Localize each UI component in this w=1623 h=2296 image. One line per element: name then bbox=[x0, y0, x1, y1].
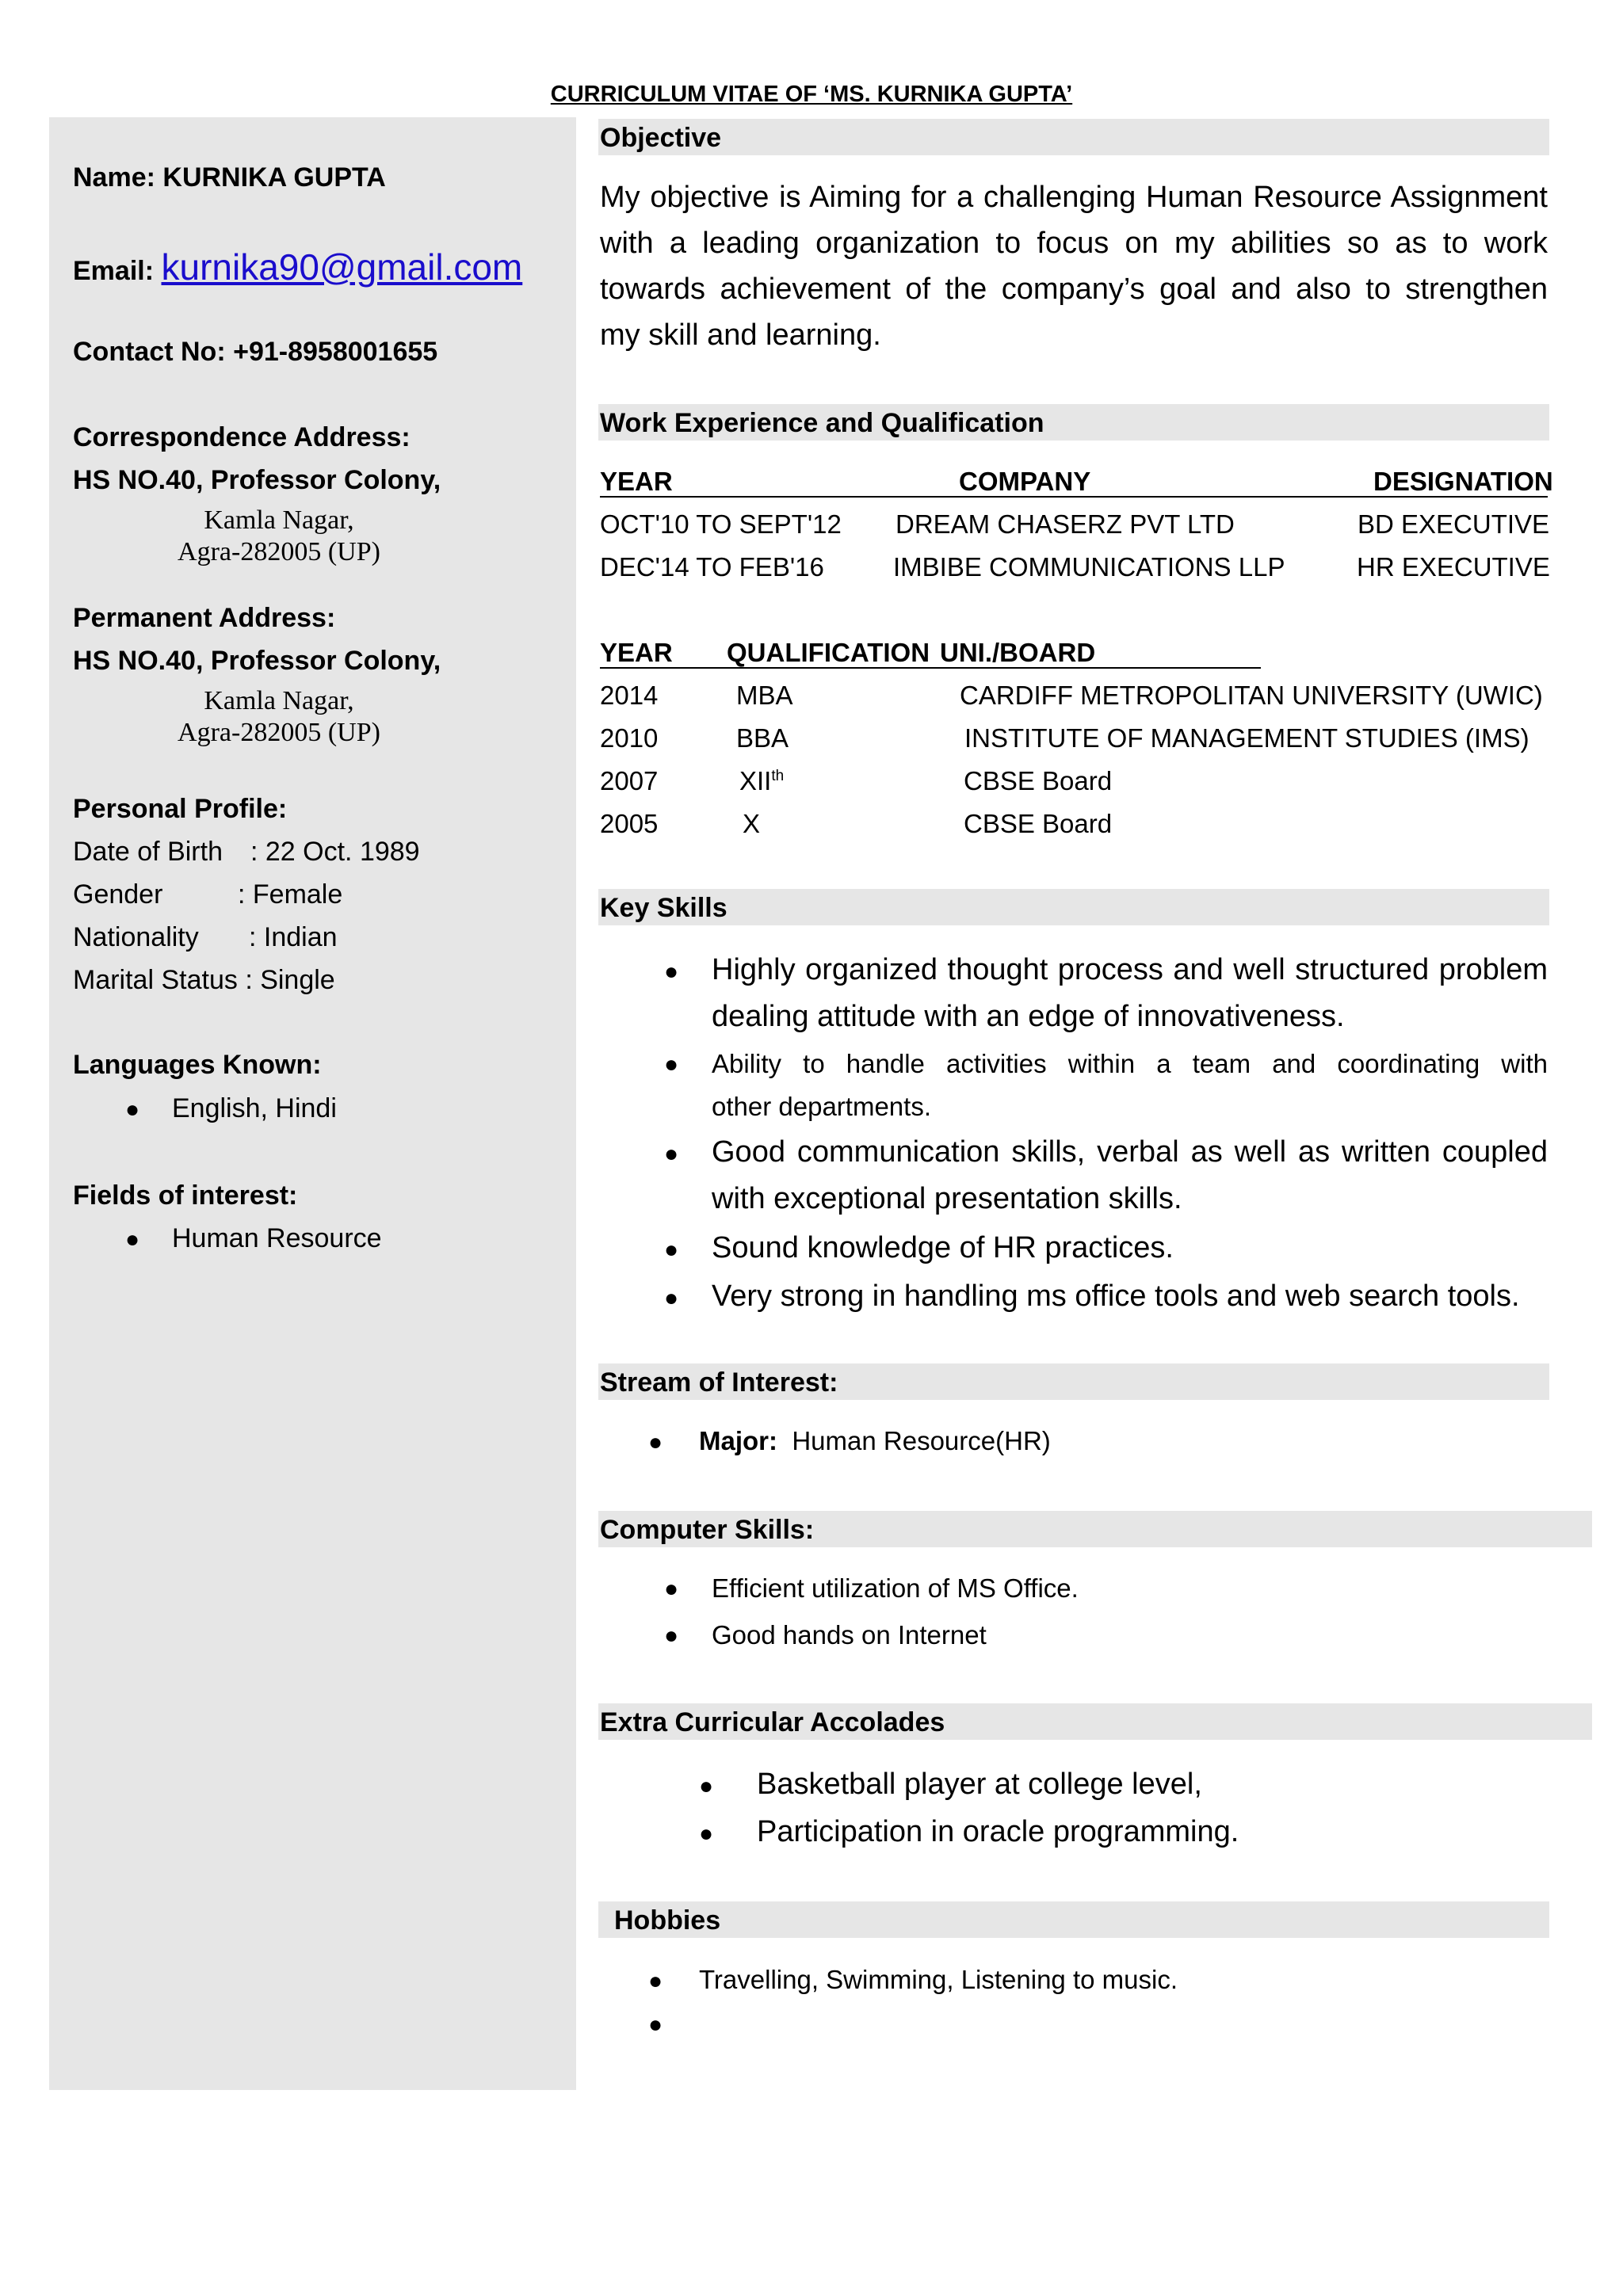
email-link[interactable]: kurnika90@gmail.com bbox=[161, 246, 523, 288]
profile-value: : Single bbox=[245, 965, 335, 995]
objective-header-bar bbox=[598, 119, 1549, 155]
stream-header-bar bbox=[598, 1363, 1549, 1400]
profile-label: Gender bbox=[73, 879, 163, 910]
profile-label: Marital Status bbox=[73, 965, 238, 995]
qualification-year-cell: 2005 bbox=[600, 809, 659, 838]
hobbies-header-bar bbox=[598, 1901, 1549, 1938]
name-value: KURNIKA GUPTA bbox=[162, 162, 386, 193]
skill-item: Highly organized thought process and well structured problem bbox=[712, 953, 1548, 986]
qualification-year-cell: 2014 bbox=[600, 681, 659, 710]
name-label: Name: bbox=[73, 162, 155, 193]
profile-value: : 22 Oct. 1989 bbox=[250, 837, 420, 867]
bullet-icon: ● bbox=[648, 1968, 663, 1994]
experience-header-bar bbox=[598, 404, 1549, 441]
stream-item bbox=[699, 1426, 1051, 1456]
qualification-board-cell: CBSE Board bbox=[964, 809, 1113, 838]
bullet-icon: ● bbox=[648, 2012, 663, 2038]
experience-designation-cell: HR EXECUTIVE bbox=[1357, 552, 1550, 582]
objective-line: my skill and learning. bbox=[600, 318, 881, 352]
correspondence-line-1: HS NO.40, Professor Colony, bbox=[73, 465, 441, 495]
profile-value: : Female bbox=[238, 879, 343, 910]
stream-heading: Stream of Interest: bbox=[600, 1367, 838, 1398]
permanent-line-3: Agra-282005 (UP) bbox=[178, 718, 380, 747]
computer-skill-item: Good hands on Internet bbox=[712, 1620, 987, 1650]
qualification-header-underline bbox=[600, 667, 1261, 669]
bullet-icon: ● bbox=[125, 1097, 140, 1123]
correspondence-line-2: Kamla Nagar, bbox=[204, 505, 354, 535]
permanent-line-2: Kamla Nagar, bbox=[204, 686, 354, 715]
stream-label: Major: bbox=[699, 1426, 777, 1455]
contact-row bbox=[73, 337, 437, 368]
computer-skills-header-bar bbox=[598, 1511, 1592, 1547]
profile-value: : Indian bbox=[249, 922, 338, 952]
skill-item: Good communication skills, verbal as well as written coupled bbox=[712, 1135, 1548, 1169]
correspondence-heading: Correspondence Address: bbox=[73, 422, 411, 452]
qualification-degree-cell bbox=[739, 766, 784, 796]
bullet-icon: ● bbox=[125, 1226, 140, 1253]
bullet-icon: ● bbox=[699, 1773, 714, 1799]
experience-heading: Work Experience and Qualification bbox=[600, 408, 1044, 438]
extra-curricular-heading: Extra Curricular Accolades bbox=[600, 1707, 945, 1737]
profile-heading: Personal Profile: bbox=[73, 794, 288, 824]
extra-curricular-item: Participation in oracle programming. bbox=[757, 1815, 1239, 1848]
bullet-icon: ● bbox=[664, 1141, 679, 1167]
profile-gender bbox=[73, 879, 342, 910]
experience-year-cell: OCT'10 TO SEPT'12 bbox=[600, 509, 842, 539]
permanent-line-1: HS NO.40, Professor Colony, bbox=[73, 646, 441, 676]
experience-company-cell: DREAM CHASERZ PVT LTD bbox=[896, 509, 1235, 539]
correspondence-line-3: Agra-282005 (UP) bbox=[178, 537, 380, 566]
name-row bbox=[73, 162, 386, 193]
key-skills-heading: Key Skills bbox=[600, 893, 727, 923]
qualification-header-board: UNI./BOARD bbox=[940, 638, 1096, 667]
interest-item: Human Resource bbox=[172, 1223, 382, 1253]
experience-header-company: COMPANY bbox=[959, 467, 1091, 496]
profile-label: Date of Birth bbox=[73, 837, 223, 867]
qualification-board-cell: CARDIFF METROPOLITAN UNIVERSITY (UWIC) bbox=[960, 681, 1543, 710]
qualification-header-qualification: QUALIFICATION bbox=[727, 638, 930, 667]
extra-curricular-item: Basketball player at college level, bbox=[757, 1768, 1202, 1801]
experience-company-cell: IMBIBE COMMUNICATIONS LLP bbox=[893, 552, 1285, 582]
experience-header-designation: DESIGNATION bbox=[1373, 467, 1553, 496]
skill-item: Very strong in handling ms office tools and web search tools. bbox=[712, 1280, 1520, 1313]
bullet-icon: ● bbox=[664, 1051, 679, 1077]
page-title: CURRICULUM VITAE OF ‘MS. KURNIKA GUPTA’ bbox=[550, 82, 1073, 107]
experience-header-underline bbox=[600, 496, 1548, 498]
qualification-degree-cell: BBA bbox=[736, 723, 789, 753]
contact-label: Contact No: bbox=[73, 337, 226, 367]
skill-item: Ability to handle activities within a team and coordinating with bbox=[712, 1049, 1548, 1078]
bullet-icon: ● bbox=[664, 1623, 679, 1649]
skill-item-continued: with exceptional presentation skills. bbox=[712, 1182, 1182, 1215]
objective-line: My objective is Aiming for a challenging Human Resource Assignment bbox=[600, 181, 1548, 214]
computer-skill-item: Efficient utilization of MS Office. bbox=[712, 1573, 1079, 1603]
experience-header-year: YEAR bbox=[600, 467, 673, 496]
hobbies-heading: Hobbies bbox=[614, 1905, 721, 1936]
qualification-board-cell: INSTITUTE OF MANAGEMENT STUDIES (IMS) bbox=[964, 723, 1529, 753]
bullet-icon: ● bbox=[664, 1576, 679, 1602]
email-label: Email: bbox=[73, 256, 155, 286]
profile-label: Nationality bbox=[73, 922, 199, 952]
languages-heading: Languages Known: bbox=[73, 1050, 322, 1080]
profile-dob bbox=[73, 837, 420, 868]
contact-value: +91-8958001655 bbox=[233, 337, 438, 367]
bullet-icon: ● bbox=[664, 959, 679, 985]
experience-year-cell: DEC'14 TO FEB'16 bbox=[600, 552, 824, 582]
email-row bbox=[73, 246, 522, 288]
qualification-year-cell: 2010 bbox=[600, 723, 659, 753]
permanent-heading: Permanent Address: bbox=[73, 603, 336, 633]
qualification-year-cell: 2007 bbox=[600, 766, 659, 795]
experience-designation-cell: BD EXECUTIVE bbox=[1358, 509, 1550, 539]
objective-heading: Objective bbox=[600, 123, 722, 153]
stream-value: Human Resource(HR) bbox=[792, 1426, 1051, 1455]
key-skills-header-bar bbox=[598, 889, 1549, 925]
language-item: English, Hindi bbox=[172, 1093, 337, 1123]
computer-skills-heading: Computer Skills: bbox=[600, 1515, 815, 1545]
skill-item-continued: dealing attitude with an edge of innovativeness. bbox=[712, 1000, 1345, 1033]
bullet-icon: ● bbox=[699, 1821, 714, 1847]
qualification-degree-cell: MBA bbox=[736, 681, 793, 710]
qualification-header-year: YEAR bbox=[600, 638, 673, 667]
bullet-icon: ● bbox=[664, 1237, 679, 1263]
interests-heading: Fields of interest: bbox=[73, 1180, 298, 1211]
skill-item: Sound knowledge of HR practices. bbox=[712, 1231, 1174, 1264]
bullet-icon: ● bbox=[648, 1429, 663, 1455]
bullet-icon: ● bbox=[664, 1285, 679, 1311]
extra-curricular-header-bar bbox=[598, 1703, 1592, 1740]
qualification-superscript: th bbox=[771, 768, 785, 784]
qualification-board-cell: CBSE Board bbox=[964, 766, 1113, 795]
qualification-degree-text: XII bbox=[739, 766, 772, 795]
profile-marital-status bbox=[73, 965, 335, 996]
hobby-item: Travelling, Swimming, Listening to music. bbox=[699, 1965, 1178, 1994]
objective-line: with a leading organization to focus on my abilities so as to work bbox=[600, 227, 1548, 260]
objective-line: towards achievement of the company’s goal and also to strengthen bbox=[600, 273, 1548, 306]
profile-nationality bbox=[73, 922, 338, 953]
skill-item-continued: other departments. bbox=[712, 1092, 931, 1121]
qualification-degree-cell: X bbox=[743, 809, 761, 838]
